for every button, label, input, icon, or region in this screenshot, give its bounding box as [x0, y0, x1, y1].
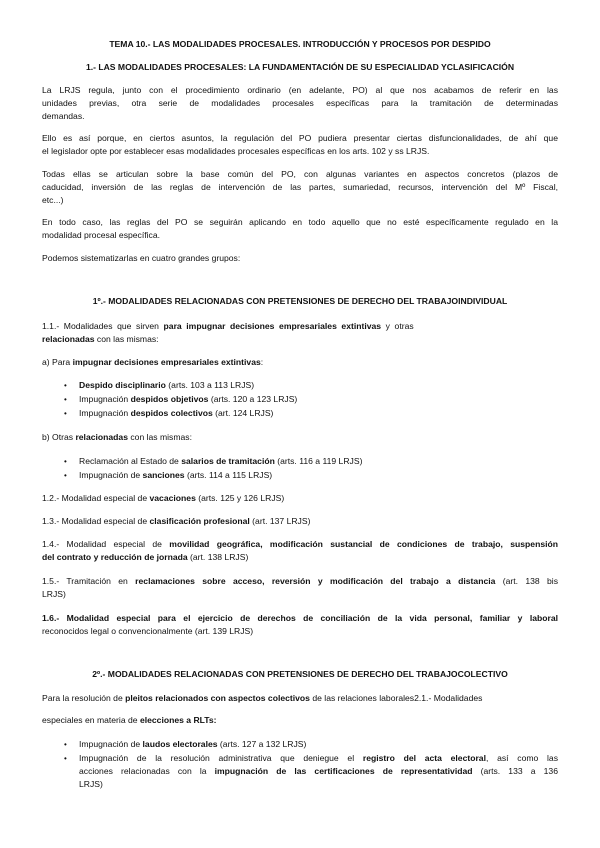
group-2-intro: Para la resolución de pleitos relacionados con aspectos colectivos de las relaciones laborales2.1.- Modalidades — [42, 693, 483, 703]
list-item: Impugnación de la resolución administrativa que deniegue el registro del acta electoral, así como las — [79, 753, 559, 763]
bullet-icon: • — [64, 471, 67, 480]
group-2-heading: 2º.- MODALIDADES RELACIONADAS CON PRETENSIONES DE DERECHO DEL TRABAJOCOLECTIVO — [92, 669, 508, 679]
list-item: Reclamación al Estado de salarios de tramitación (arts. 116 a 119 LRJS) — [79, 456, 363, 466]
paragraph-line: Todas ellas se articulan sobre la base común del PO, con algunas variantes en aspectos concretos (plazos de — [42, 169, 558, 179]
subsection-1-1: 1.1.- Modalidades que sirven para impugnar decisiones empresariales extintivas y otras — [42, 321, 414, 331]
bullet-icon: • — [64, 381, 67, 390]
paragraph-line: Ello es así porque, en ciertos asuntos, la regulación del PO pudiera presentar ciertas disfuncionalidades, de ahí que — [42, 133, 558, 143]
subsection-1-1-cont: relacionadas con las mismas: — [42, 334, 159, 344]
list-item: Impugnación despidos colectivos (art. 124 LRJS) — [79, 408, 274, 418]
subsection-1-5: 1.5.- Tramitación en reclamaciones sobre acceso, reversión y modificación del trabajo a distancia (art. 138 bis — [42, 576, 558, 586]
list-item-cont: acciones relacionadas con la impugnación de las certificaciones de representatividad (arts. 133 a 136 — [79, 766, 558, 776]
paragraph-line: el legislador opte por establecer esas modalidades procesales específicas en los arts. 102 y ss LRJS. — [42, 146, 430, 156]
group-2-intro-cont: especiales en materia de elecciones a RLTs: — [42, 715, 217, 725]
paragraph-line: Podemos sistematizarlas en cuatro grandes grupos: — [42, 253, 241, 263]
document-title: TEMA 10.- LAS MODALIDADES PROCESALES. INTRODUCCIÓN Y PROCESOS POR DESPIDO — [109, 39, 491, 49]
subsection-1-6: 1.6.- Modalidad especial para el ejercicio de derechos de conciliación de la vida personal, familiar y laboral — [42, 613, 558, 623]
subsection-1-2: 1.2.- Modalidad especial de vacaciones (arts. 125 y 126 LRJS) — [42, 493, 285, 503]
paragraph-line: caducidad, inversión de las reglas de intervención de las partes, sumariedad, recursos, intervención del Mº Fiscal, — [42, 182, 558, 192]
paragraph-line: etc...) — [42, 195, 64, 205]
list-item: Impugnación despidos objetivos (arts. 120 a 123 LRJS) — [79, 394, 298, 404]
section-1-heading: 1.- LAS MODALIDADES PROCESALES: LA FUNDAMENTACIÓN DE SU ESPECIALIDAD YCLASIFICACIÓN — [85, 62, 515, 72]
paragraph-line: En todo caso, las reglas del PO se seguirán aplicando en todo aquello que no esté específicamente regulado en la — [42, 217, 558, 227]
paragraph-line: unidades previas, otra serie de modalidades procesales específicas para la tramitación de determinadas — [42, 98, 558, 108]
group-1-heading: 1º.- MODALIDADES RELACIONADAS CON PRETENSIONES DE DERECHO DEL TRABAJOINDIVIDUAL — [92, 296, 508, 306]
bullet-icon: • — [64, 457, 67, 466]
paragraph-line: La LRJS regula, junto con el procedimiento ordinario (en adelante, PO) al que nos acabamos de referir en las — [42, 85, 558, 95]
list-item: Impugnación de sanciones (arts. 114 a 115 LRJS) — [79, 470, 273, 480]
subsection-1-3: 1.3.- Modalidad especial de clasificación profesional (art. 137 LRJS) — [42, 516, 311, 526]
bullet-icon: • — [64, 409, 67, 418]
subsection-1-4-cont: del contrato y reducción de jornada (art. 138 LRJS) — [42, 552, 249, 562]
bullet-icon: • — [64, 754, 67, 763]
subsection-1-6-cont: reconocidos legal o convencionalmente (art. 139 LRJS) — [42, 626, 254, 636]
list-item: Despido disciplinario (arts. 103 a 113 LRJS) — [79, 380, 255, 390]
subsection-1-5-cont: LRJS) — [42, 589, 66, 599]
subsection-1-4: 1.4.- Modalidad especial de movilidad geográfica, modificación sustancial de condiciones de trabajo, suspensión — [42, 539, 558, 549]
list-item-cont: LRJS) — [79, 779, 103, 789]
bullet-icon: • — [64, 740, 67, 749]
bullet-icon: • — [64, 395, 67, 404]
paragraph-line: demandas. — [42, 111, 85, 121]
list-a-label: a) Para impugnar decisiones empresariales extintivas: — [42, 357, 264, 367]
list-b-label: b) Otras relacionadas con las mismas: — [42, 432, 192, 442]
paragraph-line: modalidad procesal específica. — [42, 230, 160, 240]
list-item: Impugnación de laudos electorales (arts. 127 a 132 LRJS) — [79, 739, 307, 749]
